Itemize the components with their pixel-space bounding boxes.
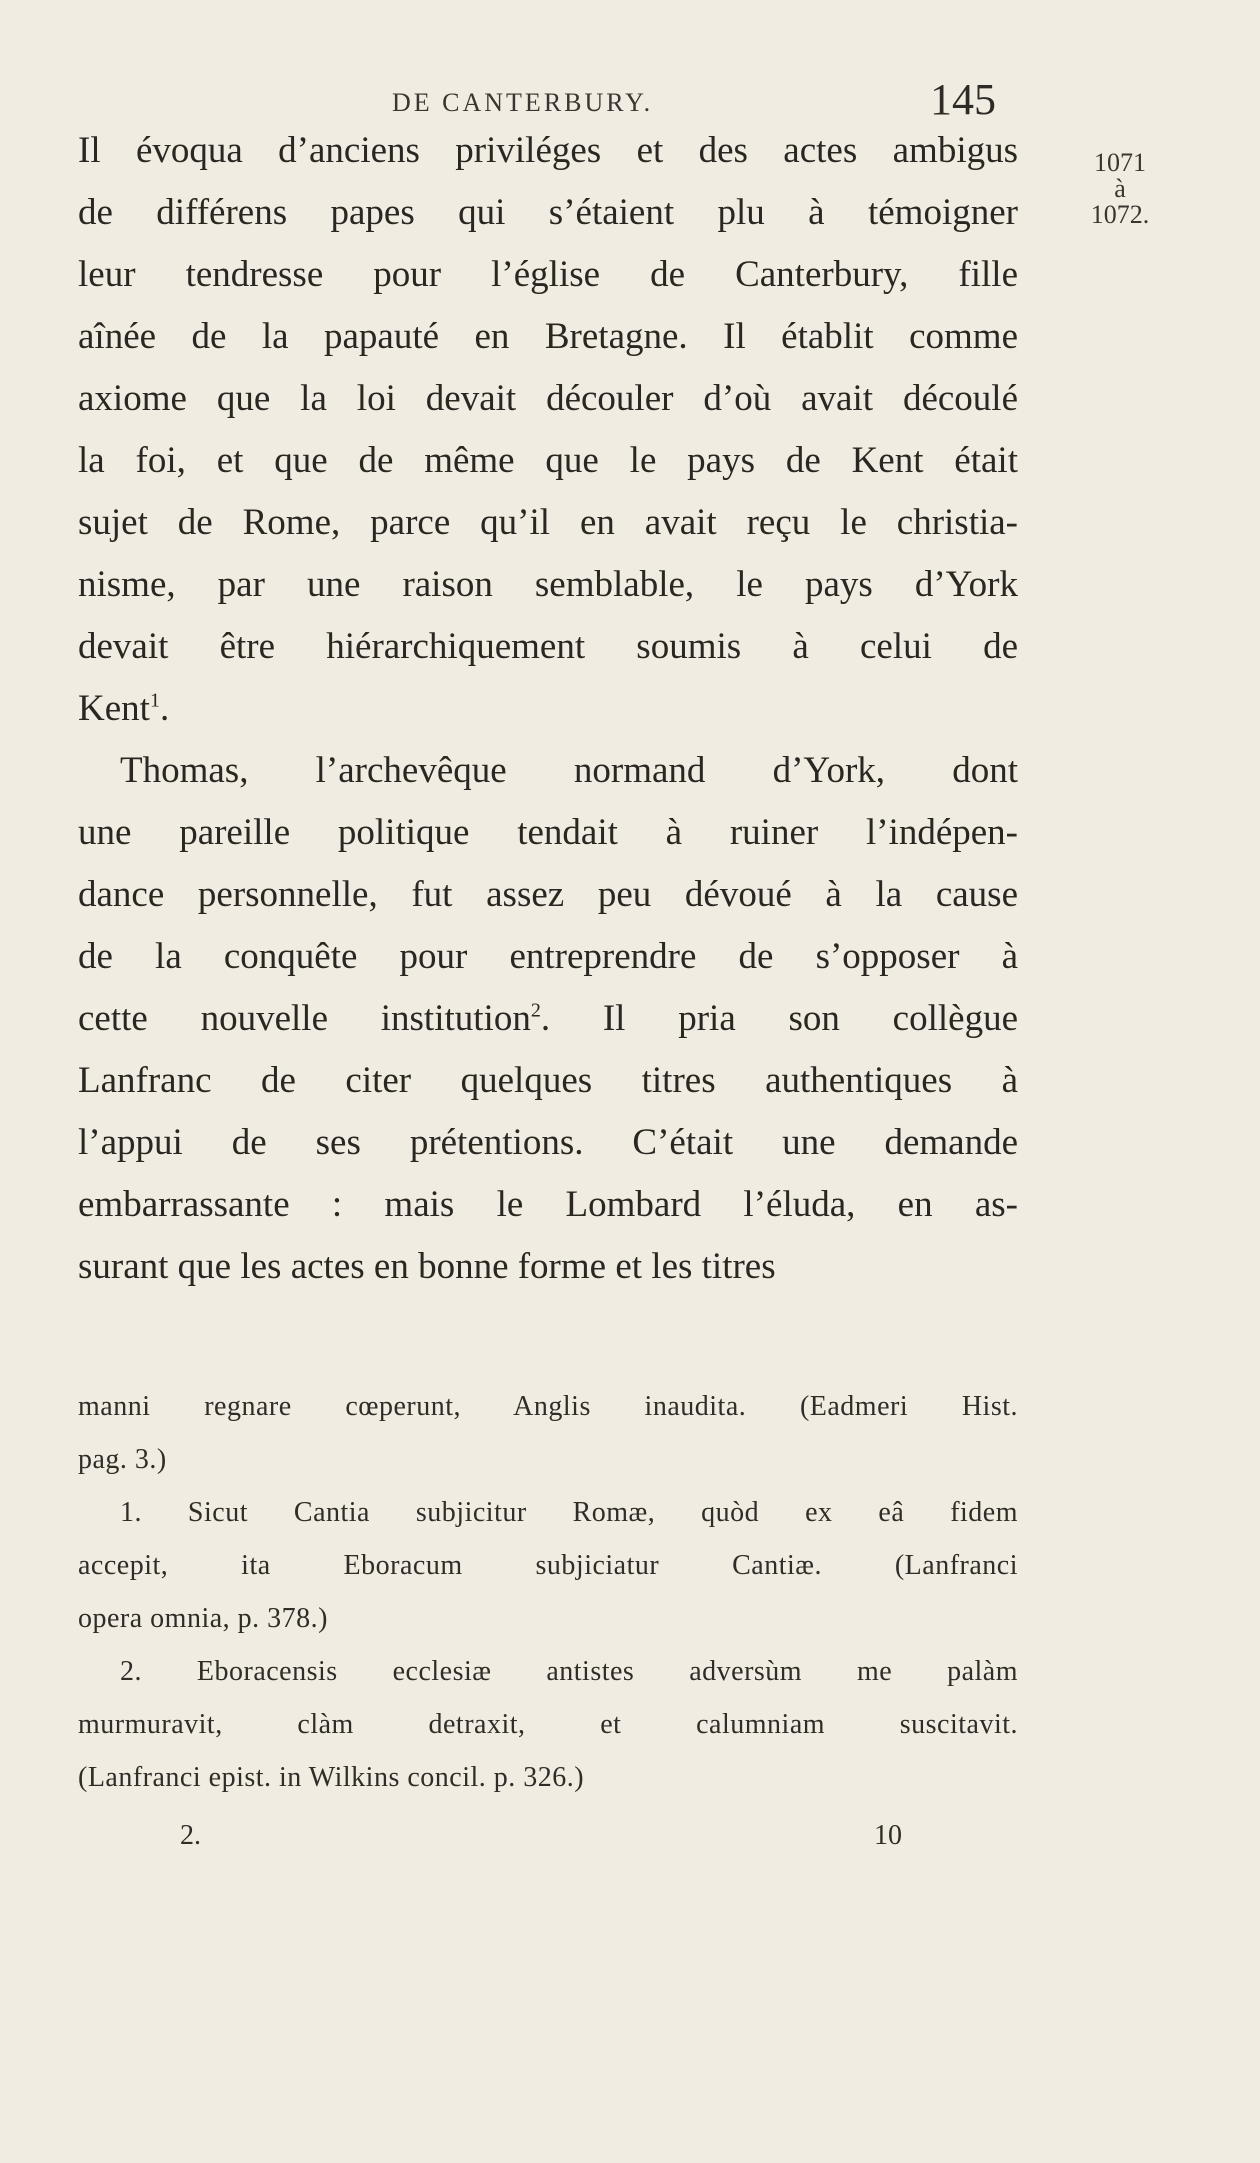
margin-year-start: 1071	[1094, 148, 1146, 177]
text-fragment: cette nouvelle institution	[78, 998, 531, 1039]
text-line-institution	[78, 988, 1018, 1050]
signature-mark: 2.	[180, 1820, 201, 1851]
text-line: dance personnelle, fut assez peu dévoué à la cause	[78, 874, 1018, 915]
text-fragment: Kent	[78, 688, 150, 729]
footnote-line: murmuravit, clàm detraxit, et calumniam suscitavit.	[78, 1709, 1018, 1740]
footnote-line: manni regnare cœperunt, Anglis inaudita. (Eadmeri Hist.	[78, 1391, 1018, 1422]
text-line: Il évoqua d’anciens priviléges et des actes ambigus	[78, 130, 1018, 171]
text-line-kent	[78, 678, 1018, 740]
footnote-2: 2. Eboracensis ecclesiæ antistes adversùm me palàm	[120, 1656, 1018, 1687]
footnote-line: opera omnia, p. 378.)	[78, 1603, 328, 1634]
text-line: une pareille politique tendait à ruiner l’indépen-	[78, 812, 1018, 853]
text-line: la foi, et que de même que le pays de Kent était	[78, 440, 1018, 481]
margin-date-note	[1050, 150, 1190, 228]
text-line: Thomas, l’archevêque normand d’York, dont	[120, 750, 1018, 791]
main-text	[78, 120, 1018, 1298]
text-line: leur tendresse pour l’église de Canterbury, fille	[78, 254, 1018, 295]
text-line: surant que les actes en bonne forme et les titres	[78, 1246, 776, 1287]
footnote-line: pag. 3.)	[78, 1444, 167, 1475]
sheet-number: 10	[874, 1820, 902, 1851]
margin-connector: à	[1114, 174, 1126, 203]
footnote-1: 1. Sicut Cantia subjicitur Romæ, quòd ex eâ fidem	[120, 1497, 1018, 1528]
text-line: axiome que la loi devait découler d’où avait découlé	[78, 378, 1018, 419]
page-number: 145	[930, 75, 996, 124]
text-line: nisme, par une raison semblable, le pays d’York	[78, 564, 1018, 605]
text-line: l’appui de ses prétentions. C’était une demande	[78, 1122, 1018, 1163]
text-line: sujet de Rome, parce qu’il en avait reçu le christia-	[78, 502, 1018, 543]
text-line: de différens papes qui s’étaient plu à témoigner	[78, 192, 1018, 233]
text-line: devait être hiérarchiquement soumis à celui de	[78, 626, 1018, 667]
footnote-ref-2: 2	[530, 999, 541, 1022]
margin-year-end: 1072.	[1090, 200, 1150, 229]
footnotes	[78, 1380, 1018, 1804]
footnote-line: accepit, ita Eboracum subjiciatur Cantiæ. (Lanfranci	[78, 1550, 1018, 1581]
text-line: embarrassante : mais le Lombard l’éluda, en as-	[78, 1184, 1018, 1225]
text-fragment: . Il pria son collègue	[540, 998, 1018, 1039]
footnote-line: (Lanfranci epist. in Wilkins concil. p. 326.)	[78, 1762, 585, 1793]
text-line: Lanfranc de citer quelques titres authentiques à	[78, 1060, 1018, 1101]
text-line: aînée de la papauté en Bretagne. Il établit comme	[78, 316, 1018, 357]
running-title: DE CANTERBURY.	[392, 88, 654, 117]
footnote-ref-1: 1	[149, 689, 160, 712]
text-line: de la conquête pour entreprendre de s’opposer à	[78, 936, 1018, 977]
text-fragment: .	[159, 688, 170, 729]
